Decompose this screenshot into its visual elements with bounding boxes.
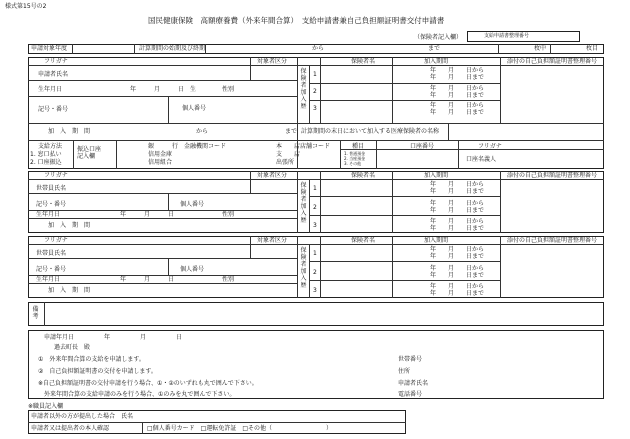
calc-from: から [312,45,325,52]
pay-type-opt2: 2. 当座預金 [344,156,366,161]
applicant-join-vertical: 保険者加入歴 [300,68,307,110]
hh2-id-no: 個人番号 [180,266,205,273]
applicant-name-label: 申請者氏名 [38,71,69,78]
hh2-to-1: 年 月 日まで [430,253,485,260]
applicant-sign-no: 記号・番号 [38,106,69,113]
pay-shiten: 支 店 [276,151,301,158]
hh1-to-1: 年 月 日まで [430,188,485,195]
hh1-sex: 性別 [222,211,235,218]
hh1-from-3: 年 月 日から [430,218,485,225]
hh1-id-no: 個人番号 [180,201,205,208]
pay-transfer-label: 振込口座 記入欄 [77,146,102,160]
applicant-row-2: 2 [313,88,317,95]
pay-holder-kana: フリガナ [478,143,502,150]
applicant-made: まで [285,128,298,135]
hh2-row-2: 2 [313,269,317,276]
hh2-cert-no: 添付の自己負担額証明書整理番号 [507,237,598,244]
hh1-furigana: フリガナ [44,172,68,179]
pay-holder: 口座名義人 [466,156,497,163]
calc-period-label: 計算期間の始期及び終期 [139,45,206,52]
hh2-join-term: 加 入 期 間 [48,287,91,294]
form-title: 国民健康保険 高額療養費（外来年間合算） 支給申請書兼自己負担額証明書交付申請書 [148,16,445,25]
applicant-cert-no: 添付の自己負担額証明書整理番号 [507,58,598,65]
applicant-to-2: 年 月 日まで [430,92,485,99]
remarks-box [28,302,604,326]
footer-item2: ② 自己負担額証明書の交付を申請します。 [38,368,157,375]
applicant-insurer-name: 保険者名 [351,58,376,65]
applicant-row-1: 1 [313,71,317,78]
insurer-box-value: 支給申請書整理番号 [484,33,530,39]
pay-shinkin: 信用金庫 [148,151,173,158]
footer-note1: ※自己負担額証明書の交付申請を行う場合、①・②のいずれも丸で囲んで下さい。 [38,380,258,387]
hh1-name-label: 世帯員氏名 [36,185,67,192]
footer-phone: 電話番号 [398,391,423,398]
applicant-to-1: 年 月 日まで [430,74,485,81]
sheet-of: 枚中 [534,45,547,52]
hh2-row-1: 1 [313,250,317,257]
insurer-box-label: （保険者記入欄） [414,34,463,41]
hh1-join-period: 加入期間 [424,172,449,179]
pay-type-opt3: 3. その他 [344,161,362,166]
applicant-dob-label: 生年月日 [38,86,63,93]
remarks-label: 備考 [32,306,39,320]
staff-row1: 申請者以外の方が提出した場合 氏名 [31,413,134,420]
applicant-kara: から [196,128,209,135]
hh2-name-label: 世帯員氏名 [36,250,67,257]
pay-shutchojo: 出張所 [276,159,295,166]
hh1-join-vertical: 保険者加入歴 [300,182,307,224]
applicant-from-1: 年 月 日から [430,67,485,74]
applicant-to-3: 年 月 日まで [430,109,485,116]
hh1-dob: 生年月日 [36,211,61,218]
hh1-row-3: 3 [313,222,317,229]
pay-shinkumi: 信用組合 [148,159,173,166]
pay-honten: 本 店 [276,143,301,150]
footer-item1: ① 外来年間合算の支給を申請します。 [38,356,145,363]
hh2-from-3: 年 月 日から [430,283,485,290]
applicant-end-insurer: 計算期間の末日において加入する医療保険者の名称 [301,128,440,135]
applicant-join-term: 加 入 期 間 [48,128,91,135]
hh2-from-1: 年 月 日から [430,246,485,253]
applicant-dob-value: 年 月 日 生 [130,86,197,93]
footer-household-no: 世帯番号 [398,356,423,363]
hh2-to-3: 年 月 日まで [430,290,485,297]
hh2-insurer-name: 保険者名 [351,237,376,244]
hh1-cert-no: 添付の自己負担額証明書整理番号 [507,172,598,179]
applicant-furigana: フリガナ [44,58,68,65]
applicant-from-2: 年 月 日から [430,85,485,92]
staff-opts: □個人番号カード □運転免許証 □その他（ ） [147,425,333,432]
hh1-row-2: 2 [313,204,317,211]
staff-title: ※職員記入欄 [28,403,64,410]
applicant-target-cat: 対象者区分 [257,58,288,65]
hh1-sign-no: 記号・番号 [36,201,67,208]
hh1-target-cat: 対象者区分 [257,172,288,179]
calc-to: まで [428,45,441,52]
sheet-no: 枚目 [586,45,599,52]
hh1-join-term: 加 入 期 間 [48,222,91,229]
hh2-from-2: 年 月 日から [430,265,485,272]
hh2-join-vertical: 保険者加入歴 [300,247,307,289]
hh1-to-2: 年 月 日まで [430,207,485,214]
hh2-dob-value: 年 月 日 [120,276,175,283]
applicant-sex: 性別 [222,86,235,93]
hh1-dob-value: 年 月 日 [120,211,175,218]
hh1-insurer-name: 保険者名 [351,172,376,179]
pay-method: 支給方法 [38,143,63,150]
footer-date: 申請年月日 年 月 日 [44,334,183,341]
applicant-id-no: 個人番号 [182,105,207,112]
hh2-furigana: フリガナ [44,237,68,244]
hh1-from-2: 年 月 日から [430,200,485,207]
footer-note2: 外来年間合算の支給申請のみを行う場合、①のみを丸で囲んで下さい。 [44,391,236,398]
applicant-from-3: 年 月 日から [430,102,485,109]
hh2-join-period: 加入期間 [424,237,449,244]
footer-mayor: 過去町長 殿 [54,344,91,351]
applicant-row-3: 3 [313,105,317,112]
hh2-row-3: 3 [313,287,317,294]
hh1-row-1: 1 [313,185,317,192]
hh2-sign-no: 記号・番号 [36,266,67,273]
staff-row2: 申請者又は提出者の本人確認 [31,425,110,432]
hh2-target-cat: 対象者区分 [257,237,288,244]
pay-type-opt1: 1. 普通預金 [344,151,366,156]
pay-branch-code: 店舗コード [300,143,331,150]
pay-type: 種目 [352,143,365,150]
pay-account-no: 口座番号 [410,143,435,150]
hh2-sex: 性別 [222,276,235,283]
pay-fin-code: 金融機関コード [184,143,227,150]
hh1-to-3: 年 月 日まで [430,225,485,232]
pay-opt1: 1. 窓口払い [30,151,62,158]
hh1-from-1: 年 月 日から [430,181,485,188]
footer-applicant-name: 申請者氏名 [398,380,429,387]
pay-bank: 銀 行 [148,143,179,150]
form-id: 様式第15号の2 [5,3,47,10]
footer-address: 住所 [398,368,411,375]
hh2-to-2: 年 月 日まで [430,272,485,279]
target-year-label: 申請対象年度 [31,45,68,52]
pay-opt2: 2. 口座振込 [30,159,62,166]
applicant-join-period: 加入期間 [424,58,449,65]
hh2-dob: 生年月日 [36,276,61,283]
